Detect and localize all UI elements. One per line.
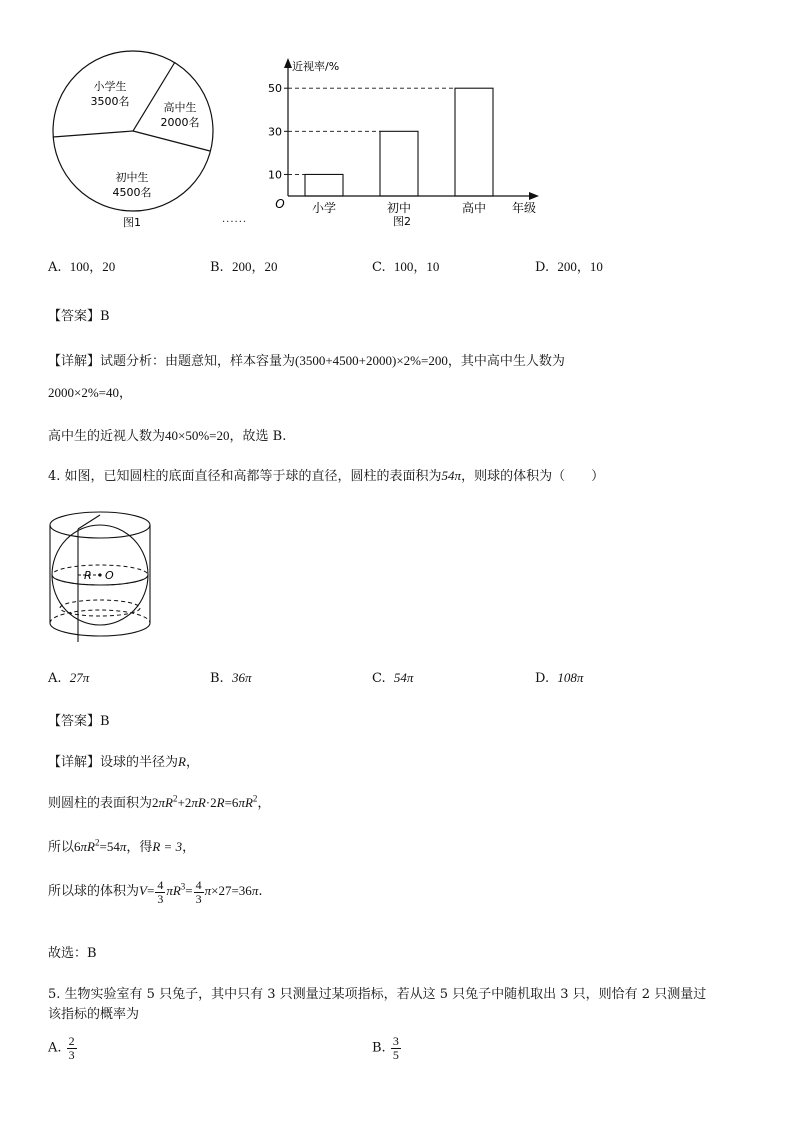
bar-0 (305, 174, 343, 196)
q4-d4-expr: V= $\frac{4}{3}$ $\pi R^3=$ $\frac{4}{3}$ π×27=36π (139, 878, 259, 906)
q3-option-c (372, 256, 439, 275)
sphere-lower-section (60, 600, 140, 616)
q4-option-a-text: 27π (69, 670, 90, 685)
q3-detail-prefix: 【详解】试题分析：由题意知，样本容量为 (48, 354, 296, 369)
pie-count-high: 2000名 (160, 116, 200, 129)
q3-line3-expr: 40×50%=20 (165, 428, 230, 443)
q3-detail-suffix: ，其中高中生人数为 (447, 354, 565, 369)
q5-stem-line2: 该指标的概率为 (48, 1007, 140, 1022)
q5-option-b-letter: B. (372, 1040, 386, 1056)
q3-detail-line2: 2000×2%=40， (48, 385, 132, 400)
q4-stem-expr: 54π (441, 468, 462, 483)
q4-stem-prefix: 4. 如图，已知圆柱的底面直径和高都等于球的直径，圆柱的表面积为 (48, 469, 442, 484)
q3-option-a (48, 256, 115, 275)
q5-option-b (372, 1035, 402, 1061)
figure-label-R: R (84, 569, 92, 582)
q3-detail-line3 (48, 425, 286, 444)
q4-option-c-letter: C. (372, 671, 386, 686)
figure1-pie (40, 45, 230, 235)
q4-option-a-letter: A. (48, 671, 62, 686)
q4-d3-prefix: 所以 (48, 840, 75, 855)
q4-d2-prefix: 则圆柱的表面积为 (48, 796, 153, 811)
category-label-0: 小学 (311, 201, 337, 215)
q4-option-d-text: 108π (557, 670, 584, 685)
q4-answer: 【答案】B (48, 714, 110, 729)
q3-option-b (210, 256, 277, 275)
figure1-caption: 图1 (123, 216, 141, 229)
y-tick-label-0: 10 (268, 168, 282, 182)
q4-detail-2: 则圆柱的表面积为$2\pi R^2+2\pi R\cdot 2R=6\pi R^2$， (48, 793, 271, 811)
sphere-center (98, 573, 101, 576)
y-axis-arrow (284, 58, 292, 68)
q4-d2-expr: $2\pi R^2+2\pi R\cdot 2R=6\pi R^2$ (152, 793, 258, 810)
figure-label-O: O (105, 569, 114, 582)
q3-detail-line1 (48, 350, 565, 369)
pie-divider-3 (133, 131, 210, 151)
q4-option-b-letter: B. (210, 671, 224, 686)
q3-option-d-text: 200，10 (557, 259, 603, 274)
radius-line-top (78, 515, 100, 529)
q5-option-a-frac: $\frac{2}{3}$ (68, 1034, 75, 1062)
x-axis-label: 年级 (511, 201, 537, 215)
pie-divider-1 (53, 131, 133, 137)
y-tick-label-1: 30 (268, 125, 282, 139)
q4-option-c-text: 54π (393, 670, 414, 685)
q4-option-d-letter: D. (535, 671, 550, 686)
q4-d3-expr1: $6\pi R^2=54\pi$ (74, 837, 127, 854)
q4-cylinder-figure (45, 505, 170, 650)
q4-option-a (48, 670, 89, 686)
q3-option-b-letter: B. (210, 260, 224, 275)
q5-stem-line1: 5. 生物实验室有 5 只兔子，其中只有 3 只测量过某项指标，若从这 5 只兔子中随机取出 3 只，则恰有 2 只测量过 (48, 987, 707, 1002)
category-label-2: 高中 (461, 201, 487, 215)
q3-answer: 【答案】B (48, 309, 110, 324)
q3-option-d-letter: D. (535, 260, 550, 275)
pie-count-middle: 4500名 (112, 186, 152, 199)
origin-label: O (275, 197, 285, 211)
figure-dots: ...... (222, 214, 248, 225)
x-axis-arrow (529, 192, 539, 200)
q3-option-c-text: 100，10 (393, 259, 440, 274)
q3-line3-prefix: 高中生的近视人数为 (48, 429, 166, 444)
q4-option-b-text: 36π (231, 670, 252, 685)
category-label-1: 初中 (386, 201, 412, 215)
pie-label-middle: 初中生 (115, 171, 149, 184)
q3-option-b-text: 200，20 (231, 259, 278, 274)
q5-option-a (48, 1035, 78, 1061)
q4-d4-prefix: 所以球的体积为 (48, 884, 140, 900)
q4-d3-expr2: R = 3 (152, 839, 183, 854)
q3-option-d (535, 256, 603, 275)
q4-d3-mid: ，得 (126, 840, 153, 855)
q4-d3-suffix: ， (182, 840, 196, 855)
q4-d1-suffix: ， (185, 755, 199, 770)
pie-count-primary: 3500名 (90, 95, 130, 108)
y-axis-label: 近视率/% (292, 60, 340, 73)
q4-detail-4 (48, 879, 262, 905)
q4-d4-suffix: . (258, 884, 263, 900)
pie-label-primary: 小学生 (93, 80, 127, 93)
q4-d1-var: R (178, 754, 186, 769)
q4-stem-suffix: ，则球的体积为（ ） (461, 469, 605, 484)
bar-1 (380, 131, 418, 196)
q4-option-b (210, 670, 251, 686)
q3-option-a-text: 100，20 (69, 259, 116, 274)
q4-final: 故选：B (48, 946, 97, 961)
q3-detail-expr: (3500+4500+2000)×2%=200 (295, 353, 448, 368)
q4-option-c (372, 670, 413, 686)
q5-option-a-letter: A. (48, 1040, 62, 1056)
q5-option-b-frac: $\frac{3}{5}$ (392, 1034, 399, 1062)
q3-option-c-letter: C. (372, 260, 386, 275)
q4-option-d (535, 670, 583, 686)
q4-detail-3 (48, 836, 195, 855)
bar-2 (455, 88, 493, 196)
figure2-caption: 图2 (393, 215, 411, 228)
q3-option-a-letter: A. (48, 260, 62, 275)
q4-d1-prefix: 【详解】设球的半径为 (48, 755, 179, 770)
figure2-bar-chart (262, 50, 552, 235)
q3-line3-suffix: ，故选 B. (229, 429, 287, 444)
q4-stem (48, 465, 604, 484)
pie-label-high: 高中生 (163, 101, 197, 114)
sphere-outline (52, 525, 100, 625)
y-tick-label-2: 50 (268, 82, 282, 96)
q4-detail-1 (48, 751, 199, 770)
